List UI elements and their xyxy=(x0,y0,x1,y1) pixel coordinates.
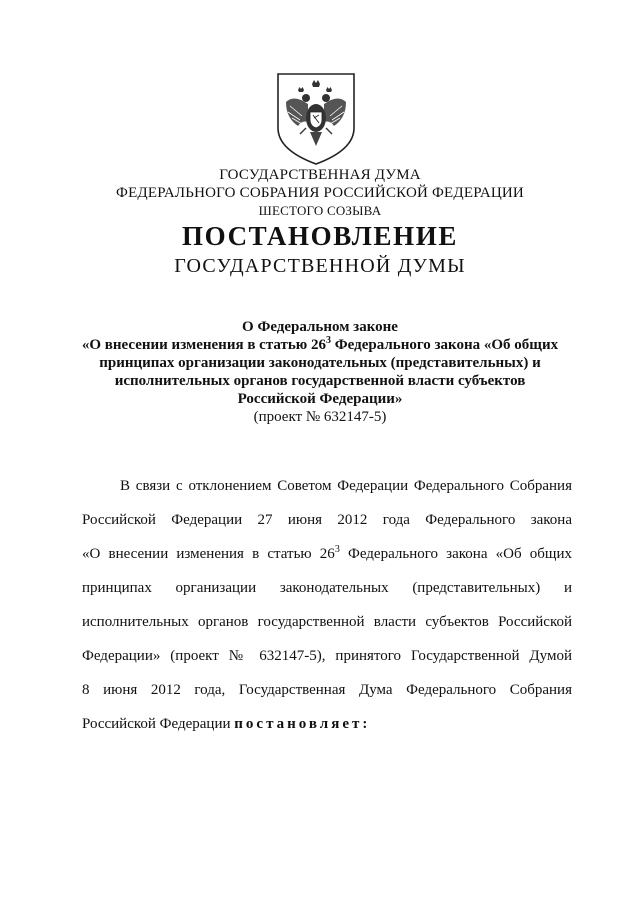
body-line5: исполнительных органов государственной власти субъектов Российской xyxy=(82,614,572,630)
heading-line2-tail: Федерального закона «Об общих xyxy=(331,337,559,353)
body-line8-text: Российской Федерации xyxy=(82,716,235,732)
body-line1: В связи с отклонением Советом Федерации Федерального Собрания xyxy=(120,478,572,494)
org-name-line2: ФЕДЕРАЛЬНОГО СОБРАНИЯ РОССИЙСКОЙ ФЕДЕРАЦИИ xyxy=(116,185,524,201)
org-name-line1: ГОСУДАРСТВЕННАЯ ДУМА xyxy=(219,167,421,183)
body-line2: Российской Федерации 27 июня 2012 года Федерального закона xyxy=(82,512,572,528)
resolution-heading xyxy=(60,318,580,426)
body-line8 xyxy=(82,713,572,747)
body-article-superscript: 3 xyxy=(334,544,340,555)
heading-line1: О Федеральном законе xyxy=(242,319,398,335)
document-subtitle: ГОСУДАРСТВЕННОЙ ДУМЫ xyxy=(174,255,466,277)
body-line6: Федерации» (проект № 632147-5), принятого Государственной Думой xyxy=(82,648,572,664)
heading-line5: Российской Федерации» xyxy=(237,391,403,407)
body-line4: принципах организации законодательных (представительных) и xyxy=(82,580,572,596)
heading-line2-text: «О внесении изменения в статью 26 xyxy=(81,337,327,353)
project-number: (проект № 632147-5) xyxy=(253,409,387,425)
body-line3-tail: Федерального закона «Об общих xyxy=(339,546,572,562)
heading-line4: исполнительных органов государственной власти субъектов xyxy=(114,373,526,389)
document-title: ПОСТАНОВЛЕНИЕ xyxy=(182,221,458,251)
heading-article-superscript: 3 xyxy=(326,335,332,346)
heading-line3: принципах организации законодательных (представительных) и xyxy=(99,355,541,371)
convocation-line: ШЕСТОГО СОЗЫВА xyxy=(258,203,382,218)
russian-coat-of-arms-icon xyxy=(272,70,360,168)
heading-line2 xyxy=(60,336,580,354)
body-line7: 8 июня 2012 года, Государственная Дума Федерального Собрания xyxy=(82,682,572,698)
body-line3-text: «О внесении изменения в статью 26 xyxy=(82,546,335,562)
resolves-word: постановляет: xyxy=(234,716,371,732)
body-paragraph xyxy=(82,475,572,747)
body-line3 xyxy=(82,543,572,577)
